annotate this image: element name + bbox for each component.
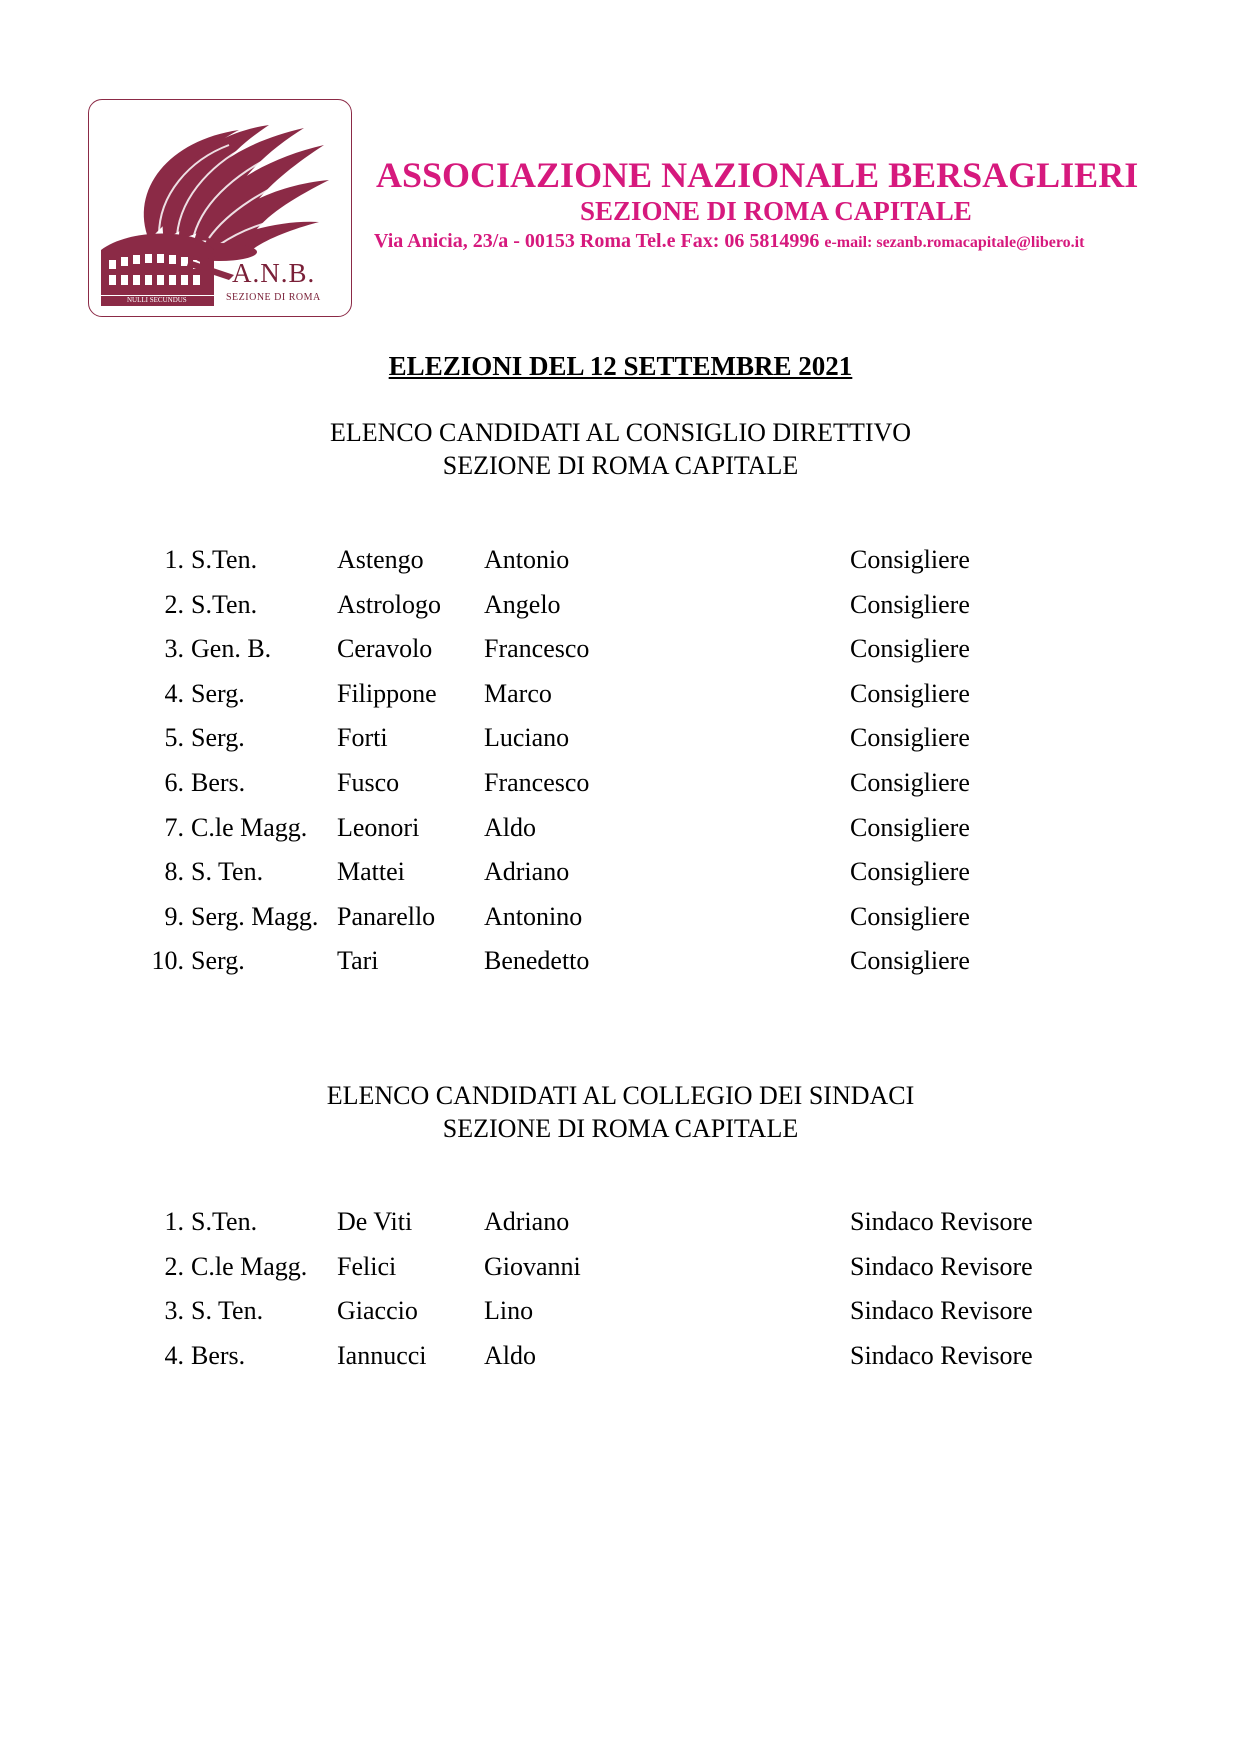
candidate-surname: Filippone: [337, 678, 437, 708]
candidate-row: [0, 767, 1241, 799]
candidate-role: Consigliere: [850, 901, 970, 931]
candidate-number: 8.: [164, 857, 184, 887]
candidate-role: Sindaco Revisore: [850, 1340, 1033, 1370]
candidate-rank: S.Ten.: [191, 589, 258, 619]
candidate-first-name: Luciano: [484, 723, 570, 753]
candidate-row: [0, 633, 1241, 665]
candidate-first-name: Marco: [484, 678, 552, 708]
candidate-row: [0, 812, 1241, 844]
candidate-role: Consigliere: [850, 589, 970, 619]
candidate-number: 1.: [164, 1207, 184, 1236]
candidate-number: 7.: [164, 812, 184, 842]
organization-address: [374, 230, 1084, 253]
candidate-rank: S.Ten.: [191, 545, 258, 574]
council-heading: [0, 416, 1241, 482]
candidate-role: Sindaco Revisore: [850, 1251, 1033, 1281]
candidate-surname: Astengo: [337, 545, 424, 574]
candidate-row: [0, 544, 1241, 576]
candidate-rank: Bers.: [191, 1340, 246, 1370]
candidate-rank: S. Ten.: [191, 857, 264, 887]
auditors-heading-line2: SEZIONE DI ROMA CAPITALE: [442, 1114, 799, 1143]
candidate-row: [0, 1206, 1241, 1238]
candidate-number: 4.: [164, 678, 184, 708]
candidate-surname: Ceravolo: [337, 634, 433, 664]
candidate-surname: Tari: [337, 946, 379, 976]
candidate-number: 2.: [164, 1251, 184, 1281]
candidate-first-name: Francesco: [484, 768, 590, 797]
candidate-rank: S. Ten.: [191, 1296, 264, 1326]
auditors-heading-line1: ELENCO CANDIDATI AL COLLEGIO DEI SINDACI: [326, 1081, 915, 1110]
organization-name: ASSOCIAZIONE NAZIONALE BERSAGLIERI: [376, 155, 1139, 195]
candidate-surname: Fusco: [337, 768, 400, 797]
candidate-row: [0, 1295, 1241, 1327]
candidate-role: Consigliere: [850, 857, 970, 887]
candidate-number: 9.: [164, 901, 184, 931]
candidate-row: [0, 1251, 1241, 1283]
candidate-surname: Forti: [337, 723, 388, 753]
candidate-rank: Serg.: [191, 678, 245, 708]
candidate-role: Consigliere: [850, 768, 970, 797]
candidate-rank: Serg. Magg.: [191, 901, 319, 931]
logo-motto: NULLI SECUNDUS: [127, 296, 187, 304]
candidate-surname: Mattei: [337, 857, 405, 887]
candidate-surname: De Viti: [337, 1207, 413, 1236]
candidate-row: [0, 1340, 1241, 1372]
document-title: ELEZIONI DEL 12 SETTEMBRE 2021: [388, 351, 853, 381]
candidate-first-name: Antonio: [484, 545, 570, 574]
candidate-row: [0, 722, 1241, 754]
candidate-first-name: Benedetto: [484, 946, 590, 976]
logo-caption: SEZIONE DI ROMA: [226, 292, 321, 303]
candidate-surname: Astrologo: [337, 589, 441, 619]
candidate-number: 1.: [164, 545, 184, 574]
candidate-first-name: Aldo: [484, 1340, 536, 1370]
candidate-surname: Panarello: [337, 901, 436, 931]
candidate-row: [0, 678, 1241, 710]
candidate-first-name: Aldo: [484, 812, 536, 842]
candidate-surname: Iannucci: [337, 1340, 427, 1370]
candidate-row: [0, 945, 1241, 977]
candidate-surname: Giaccio: [337, 1296, 418, 1326]
candidate-rank: Bers.: [191, 768, 246, 797]
logo-initials: A.N.B.: [232, 258, 316, 288]
candidate-rank: C.le Magg.: [191, 812, 308, 842]
candidate-role: Sindaco Revisore: [850, 1296, 1033, 1326]
candidate-surname: Felici: [337, 1251, 397, 1281]
candidate-first-name: Lino: [484, 1296, 534, 1326]
candidate-rank: Serg.: [191, 946, 245, 976]
candidate-number: 4.: [164, 1340, 184, 1370]
candidate-first-name: Angelo: [484, 589, 561, 619]
auditors-heading: [0, 1079, 1241, 1145]
council-heading-line2: SEZIONE DI ROMA CAPITALE: [442, 451, 799, 480]
candidate-role: Consigliere: [850, 634, 970, 664]
candidate-first-name: Antonino: [484, 901, 583, 931]
candidate-rank: C.le Magg.: [191, 1251, 308, 1281]
candidate-number: 2.: [164, 589, 184, 619]
candidate-role: Sindaco Revisore: [850, 1207, 1033, 1236]
council-heading-line1: ELENCO CANDIDATI AL CONSIGLIO DIRETTIVO: [329, 418, 912, 447]
organization-section: SEZIONE DI ROMA CAPITALE: [580, 196, 972, 226]
email-text: e-mail: sezanb.romacapitale@libero.it: [824, 234, 1085, 251]
candidate-number: 10.: [151, 946, 184, 976]
candidate-first-name: Francesco: [484, 634, 590, 664]
candidate-rank: Serg.: [191, 723, 245, 753]
candidate-rank: S.Ten.: [191, 1207, 258, 1236]
candidate-number: 3.: [164, 1296, 184, 1326]
candidate-first-name: Adriano: [484, 857, 570, 887]
candidate-rank: Gen. B.: [191, 634, 272, 664]
candidate-role: Consigliere: [850, 678, 970, 708]
candidate-first-name: Adriano: [484, 1207, 570, 1236]
candidate-number: 3.: [164, 634, 184, 664]
candidate-row: [0, 856, 1241, 888]
candidate-surname: Leonori: [337, 812, 420, 842]
candidate-role: Consigliere: [850, 946, 970, 976]
candidate-role: Consigliere: [850, 545, 970, 574]
candidate-first-name: Giovanni: [484, 1251, 581, 1281]
candidate-number: 6.: [164, 768, 184, 797]
candidate-role: Consigliere: [850, 723, 970, 753]
candidate-role: Consigliere: [850, 812, 970, 842]
candidate-number: 5.: [164, 723, 184, 753]
address-text: Via Anicia, 23/a - 00153 Roma Tel.e Fax: 06 5814996: [374, 230, 820, 252]
candidate-row: [0, 901, 1241, 933]
candidate-row: [0, 589, 1241, 621]
